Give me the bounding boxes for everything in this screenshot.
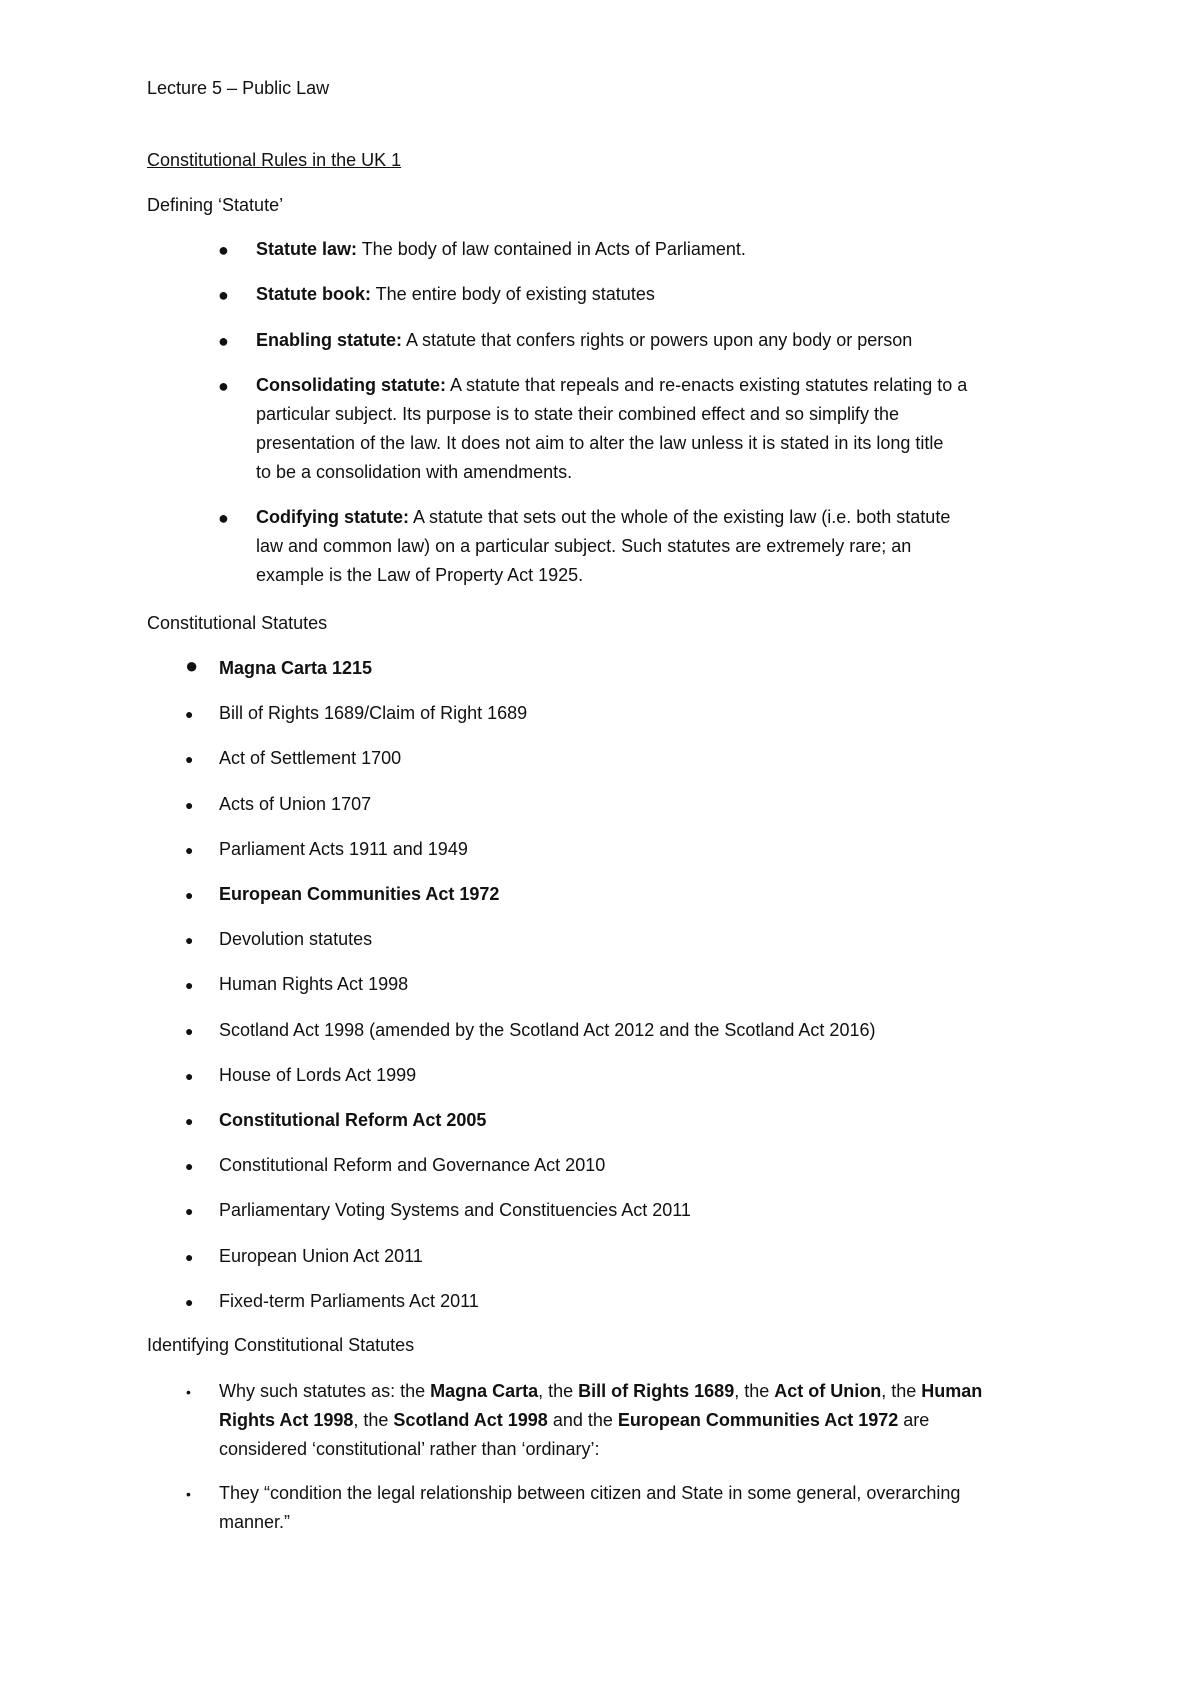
statute-item: European Communities Act 1972 — [219, 884, 500, 904]
definition-text: The entire body of existing statutes — [371, 284, 655, 304]
bullet-icon: ● — [218, 240, 229, 260]
definition-text-line: presentation of the law. It does not aim to alter the law unless it is stated in its long title — [256, 433, 944, 453]
statute-item: Magna Carta 1215 — [219, 658, 373, 678]
definition-term: Enabling statute: — [256, 330, 403, 350]
bullet-icon: ● — [185, 653, 199, 678]
bullet-icon: ● — [185, 887, 194, 903]
bullet-icon: • — [186, 1384, 191, 1400]
lecture-title: Lecture 5 – Public Law — [147, 78, 330, 98]
bullet-icon: ● — [185, 977, 194, 993]
bullet-icon: • — [186, 1486, 191, 1502]
text-run: and the — [547, 1410, 618, 1430]
text-run-bold: Human — [921, 1381, 983, 1401]
definition-term: Consolidating statute: — [256, 375, 446, 395]
text-run-bold: Act of Union — [774, 1381, 882, 1401]
text-run-bold: European Communities Act 1972 — [617, 1410, 899, 1430]
text-run: Why such statutes as: the — [219, 1381, 431, 1401]
definition-item — [256, 371, 967, 400]
bullet-icon: ● — [218, 508, 229, 528]
bullet-icon: ● — [185, 1294, 194, 1310]
statute-item: Parliament Acts 1911 and 1949 — [219, 839, 468, 859]
definition-item — [256, 503, 950, 532]
text-run: , the — [353, 1410, 394, 1430]
bullet-icon: ● — [185, 842, 194, 858]
statute-item: Fixed-term Parliaments Act 2011 — [219, 1291, 479, 1311]
definition-text-line: law and common law) on a particular subject. Such statutes are extremely rare; an — [256, 536, 912, 556]
text-run-bold: Scotland Act 1998 — [393, 1410, 548, 1430]
bullet-icon: ● — [218, 376, 229, 396]
text-run: , the — [538, 1381, 579, 1401]
definition-term: Codifying statute: — [256, 507, 409, 527]
definition-text-line: particular subject. Its purpose is to state their combined effect and so simplify the — [256, 404, 899, 424]
bullet-icon: ● — [185, 932, 194, 948]
bullet-icon: ● — [185, 1113, 194, 1129]
statute-item: Devolution statutes — [219, 929, 373, 949]
section-title-identifying: Identifying Constitutional Statutes — [147, 1335, 415, 1355]
statute-item: House of Lords Act 1999 — [219, 1065, 417, 1085]
text-run-bold: Bill of Rights 1689 — [578, 1381, 735, 1401]
section-title-constitutional-rules: Constitutional Rules in the UK 1 — [147, 150, 402, 170]
statute-item: Parliamentary Voting Systems and Constituencies Act 2011 — [219, 1200, 691, 1220]
text-run-bold: Rights Act 1998 — [219, 1410, 354, 1430]
definition-item — [256, 280, 655, 309]
definition-item — [256, 235, 746, 264]
bullet-icon: ● — [185, 706, 194, 722]
bullet-icon: ● — [185, 1203, 194, 1219]
text-run: are — [898, 1410, 930, 1430]
text-run: , the — [734, 1381, 775, 1401]
statute-item: Constitutional Reform Act 2005 — [219, 1110, 487, 1130]
bullet-icon: ● — [218, 285, 229, 305]
statute-item: Act of Settlement 1700 — [219, 748, 402, 768]
definition-text-line: example is the Law of Property Act 1925. — [256, 565, 584, 585]
bullet-icon: ● — [218, 331, 229, 351]
bullet-icon: ● — [185, 797, 194, 813]
definition-term: Statute book: — [256, 284, 371, 304]
bullet-icon: ● — [185, 751, 194, 767]
identifying-paragraph-line: considered ‘constitutional’ rather than ‘ordinary’: — [219, 1439, 600, 1459]
definition-text: A statute that repeals and re-enacts existing statutes relating to a — [446, 375, 968, 395]
definition-term: Statute law: — [256, 239, 358, 259]
statute-item: Human Rights Act 1998 — [219, 974, 409, 994]
statute-item: Scotland Act 1998 (amended by the Scotland Act 2012 and the Scotland Act 2016) — [219, 1020, 876, 1040]
section-title-constitutional-statutes: Constitutional Statutes — [147, 613, 328, 633]
statute-item: Acts of Union 1707 — [219, 794, 372, 814]
definition-item — [256, 326, 912, 355]
statute-item: Constitutional Reform and Governance Act 2010 — [219, 1155, 606, 1175]
definition-text: A statute that sets out the whole of the existing law (i.e. both statute — [409, 507, 951, 527]
bullet-icon: ● — [185, 1249, 194, 1265]
identifying-paragraph-line: They “condition the legal relationship between citizen and State in some general, overarching — [219, 1483, 961, 1503]
definition-text: The body of law contained in Acts of Parliament. — [357, 239, 746, 259]
text-run: , the — [881, 1381, 922, 1401]
identifying-paragraph-line — [219, 1377, 982, 1406]
text-run-bold: Magna Carta — [430, 1381, 539, 1401]
bullet-icon: ● — [185, 1023, 194, 1039]
definition-text: A statute that confers rights or powers upon any body or person — [402, 330, 913, 350]
statute-item: European Union Act 2011 — [219, 1246, 423, 1266]
definition-text-line: to be a consolidation with amendments. — [256, 462, 573, 482]
identifying-paragraph-line — [219, 1406, 929, 1435]
bullet-icon: ● — [185, 1068, 194, 1084]
identifying-paragraph-line: manner.” — [219, 1512, 291, 1532]
bullet-icon: ● — [185, 1158, 194, 1174]
section-subtitle-defining-statute: Defining ‘Statute’ — [147, 195, 284, 215]
statute-item: Bill of Rights 1689/Claim of Right 1689 — [219, 703, 528, 723]
